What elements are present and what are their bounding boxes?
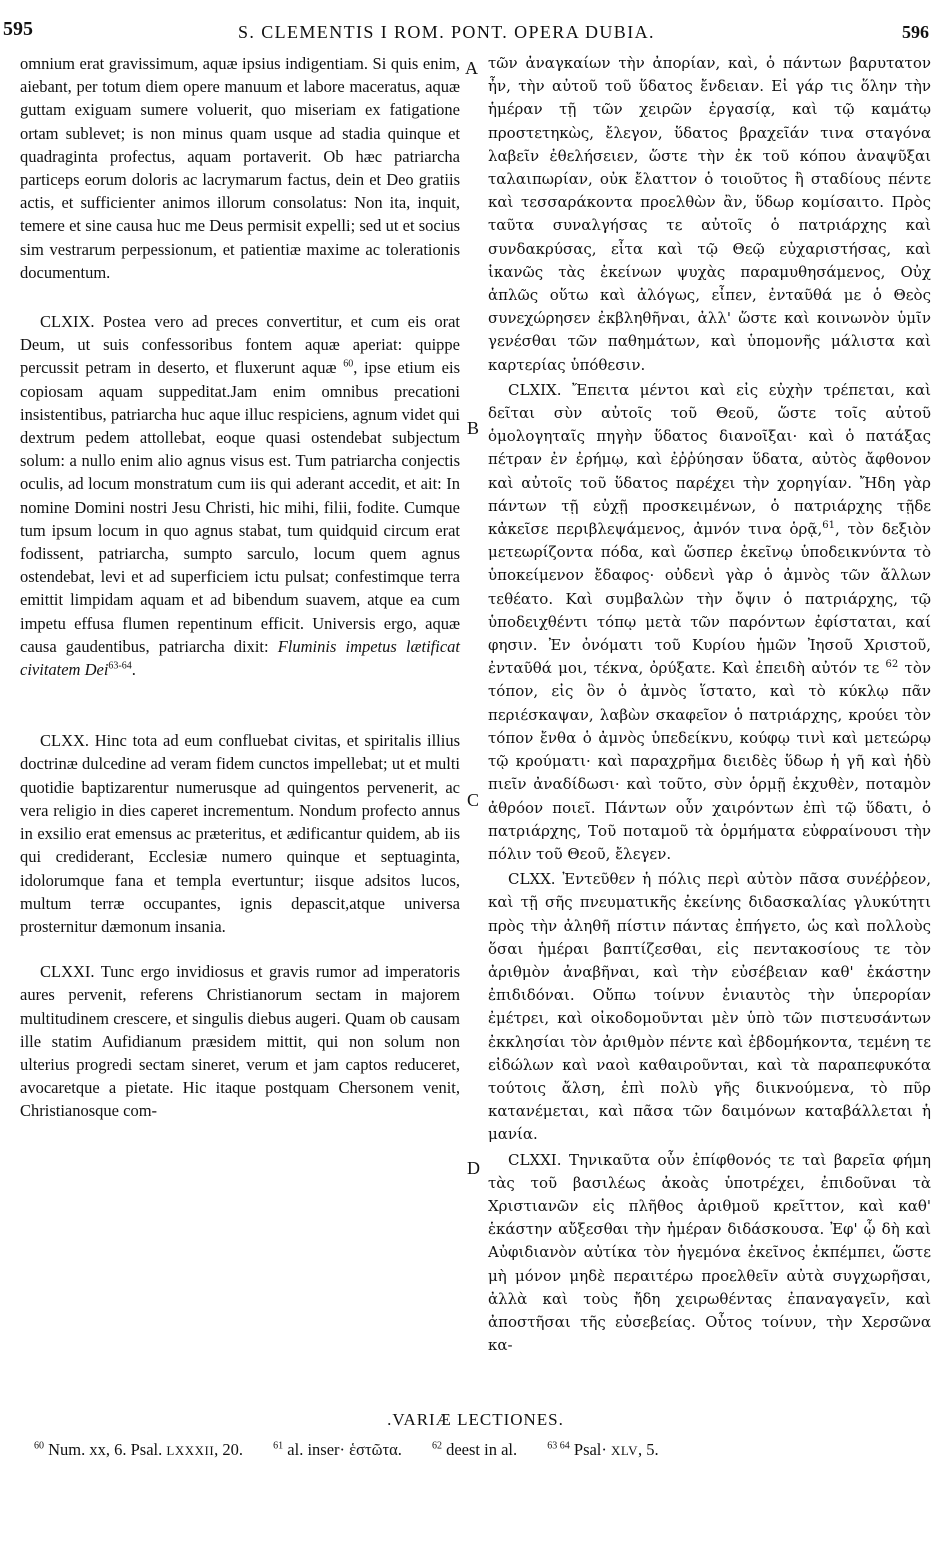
latin-paragraph-clxxi: CLXXI. Tunc ergo invidiosus et gravis rumor ad imperatoris aures pervenit, referens Christianorum sectam in majorem multitudinem crescere, et singulis diebus augeri. Quam ob causam ille statim Aufidianum præsidem mittit, qui non solum non ulterius progredi sectam sineret, verum et jam captos reduceret, avocaretque a pietate. Hic itaque postquam Chersonem venit, Christianosque com- <box>20 962 460 1121</box>
margin-letter-b: B <box>467 418 480 438</box>
page-number-right: 596 <box>902 22 929 42</box>
footnote-63-64 <box>547 1440 658 1459</box>
footnote-62 <box>432 1440 517 1459</box>
footnote-ref-63-64: 63-64 <box>108 660 132 672</box>
page-number-left: 595 <box>3 18 33 40</box>
footnotes <box>34 1440 685 1460</box>
footnote-text: LXXXII <box>166 1443 215 1458</box>
footnote-60 <box>34 1440 243 1459</box>
latin-paragraph-clxix <box>20 310 460 681</box>
latin-text: . <box>131 660 136 680</box>
greek-text: CLXIX. Ἔπειτα μέντοι καὶ εἰς εὐχὴν τρέπεται, καὶ δεῖται σὺν αὐτοῖς τοῦ Θεοῦ, ὥστε τοῖς αὐτοῦ ὁμολογηταῖς πηγὴν ὕδατος διανοῖξαι· καὶ ὁ πατάξας πέτραν ἐν ἐρήμῳ, καὶ ἐῤῥύησαν ὕδατα, αὐτὸς ἄφθονον καὶ αὐτοῖς τοῦ ὕδατος παρέχει τὴν χορηγίαν. Ἤδη γὰρ πάντων τῇ εὐχῇ προσκειμένων, ὁ πατριάρχης τῇδε κἀκεῖσε περιβλεψάμενος, ἀμνόν τινα ὁρᾷ, <box>488 380 931 539</box>
greek-paragraph: τῶν ἀναγκαίων τὴν ἀπορίαν, καὶ, ὁ πάντων βαρυτατον ἦν, τὴν αὐτοῦ τοῦ ὕδατος ἔνδειαν. Εἰ γάρ τις ὅλην τὴν ἡμέραν τῇ τῶν χειρῶν ἐργασίᾳ, καὶ τῷ καμάτῳ προστετηκὼς, ἔλεγον, ὕδατος βραχεῖάν τινα σταγόνα λαβεῖν ἐθελήσειεν, ὥστε τὴν ἐκ τοῦ κόπου ἀναψῦξαι ταλαιπωρίαν, οὐκ ἔλαττον ὁ τοιοῦτος ἢ σταδίους πέντε καὶ τεσσαράκοντα προελθὼν ἂν, ὕδωρ κομίσαιτο. Πρὸς ταῦτα συναλγήσας τε αὐτοῖς ὁ πατριάρχης καὶ συνδακρύσας, εἶτα καὶ τῷ Θεῷ εὐχαριστήσας, καὶ ἱκανῶς τὰς ἐκείνων ψυχὰς παραμυθησάμενος, Οὐχ ἁπλῶς οὕτω καὶ ἀλόγως, εἶπεν, ἐνταῦθά με ὁ Θεὸς συνεχώρησεν ἐκβληθῆναι, ἀλλ' ὥστε καὶ κοινωνὸν ὑμῖν γενέσθαι τῶν παθημάτων, καὶ ὑπομονῆς μάλιστα καὶ καρτερίας ὑπόθεσιν. <box>488 54 931 374</box>
footnote-61 <box>273 1440 402 1459</box>
margin-letter-c: C <box>467 790 480 810</box>
footnote-ref-62: 62 <box>885 659 899 671</box>
margin-letter-a: A <box>465 58 478 78</box>
footnote-text: al. inser· ἑστῶτα. <box>287 1440 402 1459</box>
greek-column <box>488 52 931 1357</box>
footnote-ref-61: 61 <box>822 520 835 532</box>
running-title: S. CLEMENTIS I ROM. PONT. OPERA DUBIA. <box>238 22 655 42</box>
latin-paragraph-clxx: CLXX. Hinc tota ad eum confluebat civitas, et spiritalis illius doctrinæ dulcedine ad veram fidem cunctos impellebat; ut et multi quotidie baptizarentur numerusque ad quingentos pervenerit, ac vera religio in dies caperet incrementum. Nondum profecto annus in exsilio erat emensus ac præteritus, et ædificantur quidem, ab iis qui crediderant, Ecclesiæ numero quinque et septuaginta, idolorumque fana et templa evertuntur; iisque adsitos lucos, multum terræ occupantes, ignis depascit,atque universa prosternitur dæmonum insania. <box>20 731 460 936</box>
footnote-text: , 20. <box>214 1440 244 1459</box>
footnote-number: 63 64 <box>547 1440 570 1452</box>
greek-paragraph-clxx: CLXX. Ἐντεῦθεν ἡ πόλις περὶ αὐτὸν πᾶσα συνέῤῥεον, καὶ τῇ σῆς πνευματικῆς ἐκείνης διδασκαλίας γλυκύτητι πρὸς τὴν ἀληθῆ πίστιν πάντας ἐπήγετο, ὡς καὶ πολλοὺς ὅσαι ἡμέραι βαπτίζεσθαι, εἰς πεντακοσίους τε τὸν ἀριθμὸν ἀναβῆναι, καὶ τὴν εὐσέβειαν καθ' ἑκάστην ἐπιδιδόναι. Οὔπω τοίνυν ἐνιαυτὸς τὴν ὑπερορίαν ἐμέτρει, καὶ οἰκοδομοῦνται μὲν ὑπὸ τῶν πιστευσάντων ἐκκλησίαι τὸν ἀριθμὸν πέντε καὶ ἑβδομήκοντα, τεμένη τε εἰδώλων καὶ ναοὶ καθαιροῦνται, καὶ τὰ παραπεφυκότα τούτοις ἄλση, ἐπὶ πολὺ γῆς διικνούμενα, τὸ πῦρ κατανέμεται, καὶ πᾶσα τῶν δαιμόνων καταβάλλεται ἡ μανία. <box>488 870 931 1144</box>
latin-text: , ipse etium eis copiosam aquam suppeditat.Jam enim omnibus precationi insistentibus, patriarcha huc aque illuc respiciens, agnum videt qui dextrum pedem attollebat, eoque quasi ostendebat subjectum solum: a nullo enim alio agnus visus est. Tum patriarcha conjectis oculis, ad locum monstratum cum iis qui aderant accedit, et ait: In nomine Domini nostri Jesu Christi, hic mihi, filii, fodite. Cumque tum ipsum locum in quo agnus stabat, tum quidquid circum erat fodissent, patriarcha, sumpto sarculo, locum quem agnus ostendebat, levi et ad superficiem ictu pulsat; confestimque terra emittit limpidam aquam et ad bibendum suavem, atque ea cum impetu effusa flumen repentinum efficit. Universis ergo, aquæ causa gaudentibus, patriarcha dixit: <box>20 358 461 656</box>
latin-paragraph: omnium erat gravissimum, aquæ ipsius indigentiam. Si quis enim, aiebant, per totum diem opere manuum et labore maceratus, aquæ guttam exiguam sumere voluerit, quo miseriam ex fatigatione ortam sublevet; is non minus quam usque ad stadia quinque et quadraginta profectus, aquam portaverit. Ob hæc patriarcha particeps eorum doloris ac lacrymarum factus, dein et Deo gratiis actis, et sufficienter animos illorum consolatus: Non ita, inquit, temere et sine causa huc me Deus permisit expelli; sed ut et socius sim vestrarum perpessionum, et patientiæ maxime ac tolerationis documentum. <box>20 54 460 282</box>
page-header <box>0 18 951 48</box>
margin-letter-d: D <box>467 1158 480 1178</box>
greek-text: τὸν τόπον, εἰς ὃν ὁ ἀμνὸς ἵστατο, καὶ τὸ κύκλῳ πᾶν περιέσκαψαν, λαβὼν σκαφεῖον ὁ πατριάρχης, κρούει τὸν τόπον ἔνθα ὁ ἀμνὸς ὑπεδείκνυ, κούφῳ τινὶ καὶ μετεώρῳ τῷ κρούματι· καὶ παραχρῆμα διειδὲς ὕδωρ ἡ γῆ καὶ ἡδὺ πιεῖν ἀναδίδωσι· καὶ τοῦτο, σὺν ὁρμῇ ἐκχυθὲν, ποταμὸν ἀθρόον ποιεῖ. Πάντων οὖν χαιρόντων ἐπὶ τῷ ὕδατι, ὁ πατριάρχης, Τοῦ ποταμοῦ τὰ ὁρμήματα εὐφραίνουσι τὴν πόλιν τοῦ Θεοῦ, ἔλεγεν. <box>488 659 931 863</box>
footnote-text: deest in al. <box>446 1440 518 1459</box>
latin-column <box>20 52 460 1123</box>
greek-paragraph-clxxi: CLXXI. Τηνικαῦτα οὖν ἐπίφθονός τε ταὶ βαρεῖα φήμη τὰς τοῦ βασιλέως ἀκοὰς ὑποτρέχει, ἐπιδοῦναι τὰ Χριστιανῶν εἰς πλῆθος ἀριθμοῦ κρεῖττον, καὶ καθ' ἑκάστην αὔξεσθαι τὴν ἡμέραν διδάσκουσα. Ἐφ' ᾧ δὴ καὶ Αὐφιδιανὸν αὐτίκα τὸν ἡγεμόνα ἐκεῖνος ἐκπέμπει, ὥστε μὴ μόνον μηδὲ περαιτέρω προελθεῖν αὐτὰ συγχωρῆσαι, ἀλλὰ καὶ τοὺς ἤδη χειρωθέντας ἐπαναγαγεῖν, καὶ ἀποστῆσαι τῆς εὐσεβείας. Οὗτος τοίνυν, τὴν Χερσῶνα κα- <box>488 1150 931 1355</box>
footnote-text: , 5. <box>638 1440 659 1459</box>
footnote-text: XLV <box>611 1443 639 1458</box>
variae-lectiones-heading: .VARIÆ LECTIONES. <box>387 1410 564 1429</box>
footnote-ref-60: 60 <box>343 358 354 370</box>
greek-paragraph-clxix <box>488 379 931 866</box>
footnote-text: Psal· <box>573 1440 607 1459</box>
footnote-number: 60 <box>34 1440 44 1452</box>
footnote-number: 61 <box>273 1440 284 1452</box>
footnote-text: Num. xx, 6. Psal. <box>48 1440 163 1459</box>
greek-text: , τὸν δεξιὸν μετεωρίζοντα πόδα, καὶ ὥσπερ ἐκεῖνῳ ὑποδεικνύντα τὸ ὑποκείμενον ἔδαφος· οὐδενὶ γὰρ ὁ ἀμνὸς τῶν ἄλλων τεθέατο. Καὶ συμβαλὼν τὴν ὄψιν ὁ πατριάρχης, τῷ ὑποδειχθέντι τόπῳ μετὰ τῶν παρόντων ἐφίσταται, καί φησιν. Ἐν ὀνόματι τοῦ Κυρίου ἡμῶν Ἰησοῦ Χριστοῦ, ἐνταῦθά μοι, τέκνα, ὀρύξατε. Καὶ ἐπειδὴ αὐτόν τε <box>488 520 931 678</box>
latin-text: CLXIX. Postea vero ad preces convertitur, et cum eis orat Deum, ut suis confessoribus fontem aquæ aperiat: quippe percussit petram in deserto, et fluxerunt aquæ <box>20 312 460 378</box>
footnote-number: 62 <box>431 1440 442 1452</box>
latin-italic-quote: Fluminis impetus lætificat civitatem Dei <box>20 636 461 680</box>
